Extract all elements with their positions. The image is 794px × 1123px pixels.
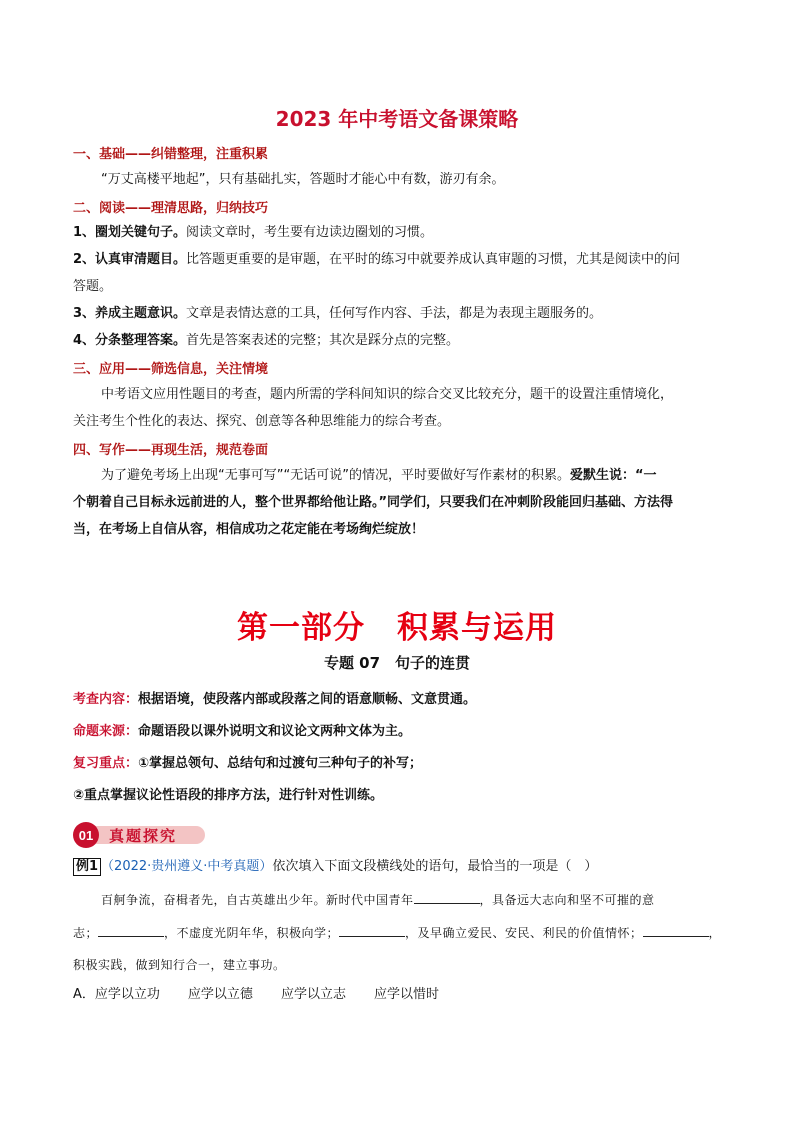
example-question: 依次填入下面文段横线处的语句，最恰当的一项是（ ） xyxy=(272,859,598,874)
example-source: （2022·贵州遵义·中考真题） xyxy=(101,859,273,874)
writing-line-1b: 爱默生说：“一 xyxy=(569,468,657,483)
writing-line-2: 个朝着自己目标永远前进的人，整个世界都给他让路。”同学们，只要我们在冲刺阶段能回归基础、方法得 xyxy=(73,495,674,510)
passage-line-3: 积极实践，做到知行合一，建立事功。 xyxy=(73,958,286,972)
info-source-label: 命题来源： xyxy=(73,724,139,739)
badge-graphic xyxy=(73,822,209,848)
passage-line-1 xyxy=(101,891,655,908)
passage-1b: ，具备远大志向和坚不可摧的意 xyxy=(479,893,655,907)
info-focus-text-1: ①掌握总领句、总结句和过渡句三种句子的补写； xyxy=(138,756,423,771)
reading-item-3-label: 3、养成主题意识。 xyxy=(73,306,187,321)
option-a-part-1: 应学以立功 xyxy=(94,987,160,1002)
example-question-line xyxy=(73,857,597,877)
reading-item-2 xyxy=(73,250,680,270)
option-a-letter: A． xyxy=(73,987,95,1002)
reading-item-2-continued: 答题。 xyxy=(73,279,113,294)
passage-2b: ，不虚度光阴年华，积极向学； xyxy=(164,926,340,940)
section-heading-writing: 四、写作——再现生活，规范卷面 xyxy=(73,443,269,458)
section-text-basics: “万丈高楼平地起”，只有基础扎实，答题时才能心中有数，游刃有余。 xyxy=(101,172,505,187)
passage-line-2: 志； ，不虚度光阴年华，积极向学； ，及早确立爱民、安民、利民的价值情怀； ， xyxy=(73,926,722,940)
reading-item-4-text: 首先是答案表述的完整；其次是踩分点的完整。 xyxy=(186,333,460,348)
passage-2c: ，及早确立爱民、安民、利民的价值情怀； xyxy=(405,926,643,940)
application-line-2: 关注考生个性化的表达、探究、创意等各种思维能力的综合考查。 xyxy=(73,414,451,429)
reading-item-3 xyxy=(73,304,602,324)
section-heading-basics: 一、基础——纠错整理，注重积累 xyxy=(73,147,269,162)
badge-number: 01 xyxy=(78,828,94,843)
info-focus-label: 复习重点： xyxy=(73,756,139,771)
passage-1a: 百舸争流，奋楫者先，自古英雄出少年。新时代中国青年 xyxy=(101,893,414,907)
writing-line-3: 当，在考场上自信从容，相信成功之花定能在考场绚烂绽放！ xyxy=(73,522,425,537)
reading-item-2-label: 2、认真审清题目。 xyxy=(73,252,187,267)
info-source xyxy=(73,722,411,742)
option-a-part-2: 应学以立德 xyxy=(187,987,253,1002)
part-title: 第一部分 积累与运用 xyxy=(237,610,557,646)
section-heading-reading: 二、阅读——理清思路，归纳技巧 xyxy=(73,201,269,216)
info-focus-text-2: ②重点掌握议论性语段的排序方法，进行针对性训练。 xyxy=(73,788,384,803)
topic-title: 专题 07 句子的连贯 xyxy=(323,654,471,672)
reading-item-4-label: 4、分条整理答案。 xyxy=(73,333,187,348)
option-a xyxy=(73,983,467,1002)
blank-4 xyxy=(643,924,709,937)
section-badge xyxy=(73,822,209,848)
info-focus xyxy=(73,754,422,774)
option-a-part-4: 应学以惜时 xyxy=(373,987,439,1002)
reading-item-1 xyxy=(73,223,433,243)
blank-3 xyxy=(339,924,405,937)
info-content xyxy=(73,690,476,710)
blank-1 xyxy=(414,891,480,904)
info-content-text: 根据语境，使段落内部或段落之间的语意顺畅、文意贯通。 xyxy=(138,692,477,707)
passage-2a: 志； xyxy=(73,926,99,940)
option-a-part-3: 应学以立志 xyxy=(280,987,346,1002)
reading-item-3-text: 文章是表情达意的工具，任何写作内容、手法，都是为表现主题服务的。 xyxy=(186,306,603,321)
writing-line-1a: 为了避免考场上出现“无事可写”“无话可说”的情况，平时要做好写作素材的积累。 xyxy=(101,468,570,483)
info-source-text: 命题语段以课外说明文和议论文两种文体为主。 xyxy=(138,724,412,739)
application-line-1: 中考语文应用性题目的考查，题内所需的学科间知识的综合交叉比较充分，题干的设置注重情境化， xyxy=(101,387,674,402)
writing-line-1 xyxy=(101,466,657,486)
example-label: 例1 xyxy=(73,858,101,876)
blank-2 xyxy=(98,924,164,937)
reading-item-4 xyxy=(73,331,459,351)
section-heading-application: 三、应用——筛选信息，关注情境 xyxy=(73,362,269,377)
reading-item-1-label: 1、圈划关键句子。 xyxy=(73,225,187,240)
reading-item-1-text: 阅读文章时，考生要有边读边圈划的习惯。 xyxy=(186,225,434,240)
document-title: 2023 年中考语文备课策略 xyxy=(275,107,519,131)
info-content-label: 考查内容： xyxy=(73,692,139,707)
reading-item-2-text: 比答题更重要的是审题，在平时的练习中就要养成认真审题的习惯，尤其是阅读中的问 xyxy=(186,252,681,267)
badge-text: 真题探究 xyxy=(109,827,178,845)
